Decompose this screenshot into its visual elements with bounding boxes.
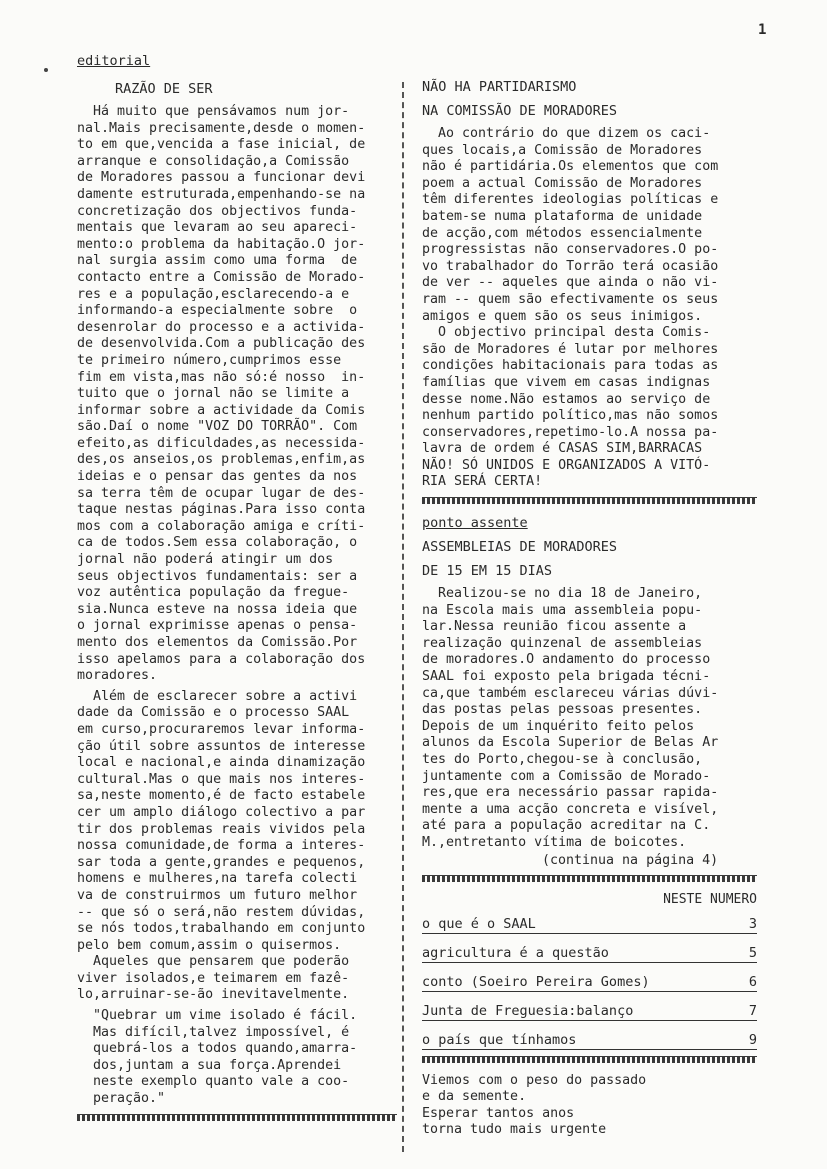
toc-item-title: o que é o SAAL — [422, 915, 536, 932]
ponto-assente-label: ponto assente — [422, 515, 528, 532]
editorial-paragraph: Há muito que pensávamos num jor- nal.Mais precisamente,desde o momen- to em que,vencida a fase inicial, de arranque e consolidação,a Comissão de Moradores passou a funcionar devi damente estruturada,empenhando-se na concretização dos objectivos funda- mentais que levaram ao seu apareci- mento:o problema da habitação.O jor- nal surgia assim como uma forma de contacto entre a Comissão de Morado- res e a população,esclarecendo-a e informando-a especialmente sobre o desenrolar do processo e a activida- de desenvolvida.Com a publicação des te primeiro número,cumprimos esse fim em vista,mas não só:é nosso in- tuito que o jornal não se limite a informar sobre a actividade da Comis são.Daí o nome "VOZ DO TORRÃO". Com efeito,as dificuldades,as necessida- des,os anseios,os problemas,enfim,as ideias e o pensar das gentes da nos sa terra têm de ocupar lugar de des- taque nestas páginas.Para isso conta mos com a colaboração amiga e críti- ca de todos.Sem essa colaboração, o jornal não poderá atingir um dos seus objectivos fundamentais: ser a voz autêntica população da fregue- sia.Nunca esteve na nossa ideia que o jornal exprimisse apenas o pensa- mento dos elementos da Comissão.Por isso apelamos para a colaboração dos moradores. — [77, 104, 366, 684]
editorial-paragraph: Além de esclarecer sobre a activi dade da Comissão e o processo SAAL em curso,procuraremos levar informa- ção útil sobre assuntos de interesse local e nacional,e ainda dinamização cultural.Mas o que mais nos interes- sa,neste momento,é de facto estabele cer um amplo diálogo colectivo a par tir dos problemas reais vividos pela nossa comunidade,de forma a interes- sar toda a gente,grandes e pequenos, homens e mulheres,na tarefa colecti va de construirmos um futuro melhor -- que só o será,não restem dúvidas, se nós todos,trabalhando em conjunto pelo bem comum,assim o quisermos. — [77, 688, 366, 953]
poem: Viemos com o peso do passado e da semente. Esperar tantos anos torna tudo mais urgente — [422, 1072, 647, 1138]
table-of-contents — [422, 911, 757, 1050]
toc-item-page: 5 — [748, 944, 757, 961]
toc-item-title: agricultura é a questão — [422, 944, 609, 961]
partidarismo-paragraph: O objectivo principal desta Comis- são de Moradores é lutar por melhores condições habitacionais para todas as famílias que vivem em casas indignas desse nome.Não estamos ao serviço de nenhum partido político,mas não somos conservadores,repetimo-lo.A nossa pa- lavra de ordem é CASAS SIM,BARRACAS NÃO! SÓ UNIDOS E ORGANIZADOS A VITÓ- RIA SERÁ CERTA! — [422, 325, 719, 490]
toc-item-title: Junta de Freguesia:balanço — [422, 1002, 634, 1019]
partidarismo-subheading: NA COMISSÃO DE MORADORES — [422, 103, 618, 119]
toc-item-page: 7 — [748, 1002, 757, 1019]
assembleias-subheading: DE 15 EM 15 DIAS — [422, 563, 553, 580]
assembleias-paragraph: Realizou-se no dia 18 de Janeiro, na Escola mais uma assembleia popu- lar.Nessa reunião ficou assente a realização quinzenal de assembleias de moradores.O andamento do processo SAAL foi exposto pela brigada técni- ca,que também esclareceu várias dúvi- das postas pelas pessoas presentes. Depois de um inquérito feito pelos alunos da Escola Superior de Belas Ar tes do Porto,chegou-se à conclusão, juntamente com a Comissão de Morado- res,que era necessário passar rapida- mente a uma acção concreta e visível, até para a população acreditar na C. M.,entretanto vítima de boicotes. — [422, 586, 719, 850]
toc-item — [422, 969, 757, 992]
toc-item-page: 9 — [748, 1031, 757, 1048]
editorial-quote: "Quebrar um vime isolado é fácil. Mas difícil,talvez impossível, é quebrá-los a todos quando,amarra- dos,juntam a sua força.Aprendei neste exemplo quanto vale a coo- peração." — [93, 1008, 358, 1107]
toc-item-title: o país que tínhamos — [422, 1031, 577, 1048]
right-column — [422, 72, 757, 1139]
editorial-paragraph: Aqueles que pensarem que poderão viver isolados,e teimarem em fazê- lo,arruinar-se-ão inevitavelmente. — [77, 954, 350, 1003]
section-divider — [422, 875, 757, 882]
toc-item — [422, 1027, 757, 1050]
punch-mark — [44, 68, 48, 72]
page-number: 1 — [758, 22, 767, 38]
editorial-column — [77, 52, 397, 1131]
toc-item-title: conto (Soeiro Pereira Gomes) — [422, 973, 650, 990]
section-divider — [77, 1114, 397, 1121]
section-divider — [422, 1056, 757, 1063]
toc-item — [422, 940, 757, 963]
editorial-title: RAZÃO DE SER — [115, 81, 213, 97]
assembleias-heading: ASSEMBLEIAS DE MORADORES — [422, 539, 618, 556]
column-divider — [402, 82, 404, 1152]
partidarismo-heading: NÃO HA PARTIDARISMO — [422, 79, 577, 95]
editorial-label: editorial — [77, 53, 151, 69]
toc-item — [422, 911, 757, 934]
section-divider — [422, 497, 757, 504]
toc-item-page: 3 — [748, 915, 757, 932]
continua-note: (continua na página 4) — [542, 852, 719, 868]
partidarismo-paragraph: Ao contrário do que dizem os caci- ques locais,a Comissão de Moradores não é partidária.Os elementos que com poem a actual Comissão de Moradores têm diferentes ideologias políticas e batem-se numa plataforma de unidade de acção,com métodos essencialmente progressistas não conservadores.O po- vo trabalhador do Torrão terá ocasião de ver -- aqueles que ainda o não vi- ram -- quem são efectivamente os seus amigos e quem são os seus inimigos. — [422, 126, 719, 324]
toc-item — [422, 998, 757, 1021]
toc-title: NESTE NUMERO — [663, 891, 757, 907]
toc-item-page: 6 — [748, 973, 757, 990]
